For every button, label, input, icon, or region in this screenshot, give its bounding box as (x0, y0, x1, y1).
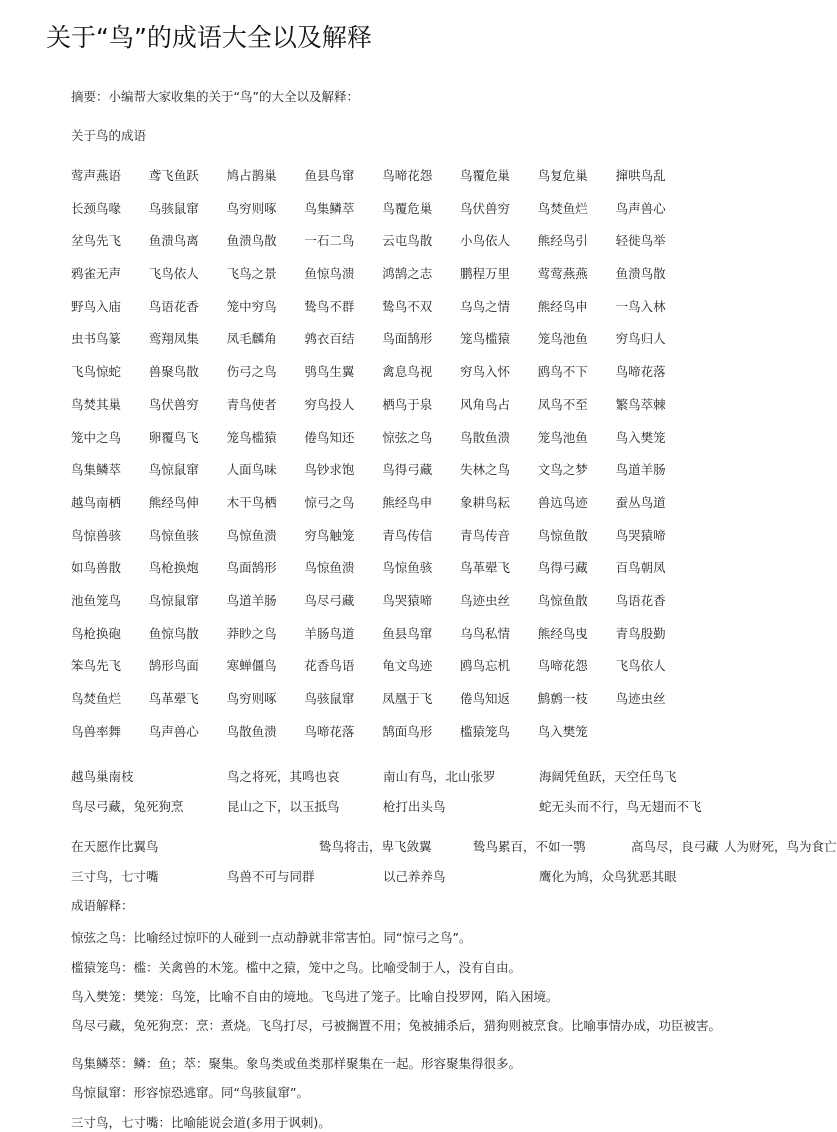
long-idiom-cell: 三寸鸟，七寸嘴 (71, 869, 159, 884)
idiom-cell: 鸿鹄之志 (382, 266, 433, 282)
idiom-cell: 鸟伏兽穷 (148, 396, 199, 412)
idiom-cell: 鸟面鹄形 (226, 560, 277, 576)
long-idiom-row (71, 797, 771, 815)
long-idiom-cell: 鸟兽不可与同群 (227, 869, 315, 884)
long-idiom-cell: 高鸟尽，良弓藏 (631, 839, 719, 854)
idiom-cell: 鱼溃鸟离 (148, 233, 199, 249)
long-idiom-cell: 鸷鸟将击，卑飞敛翼 (319, 839, 432, 854)
summary-text: 摘要：小编帮大家收集的关于“鸟”的大全以及解释： (71, 89, 359, 104)
idiom-cell: 池鱼笼鸟 (71, 592, 122, 608)
idiom-cell: 鸟焚鱼烂 (537, 200, 588, 216)
idiom-cell: 鸟语花香 (148, 298, 199, 314)
idiom-cell: 繁鸟萃棘 (615, 396, 666, 412)
idiom-cell: 云屯鸟散 (382, 233, 433, 249)
idiom-cell: 鸟覆危巢 (459, 168, 510, 183)
idiom-cell: 飞鸟依人 (615, 658, 666, 674)
idiom-cell: 鸟入樊笼 (615, 429, 666, 445)
idiom-cell: 鸟惊鱼散 (537, 592, 588, 608)
idiom-cell: 鱼惊鸟散 (148, 625, 199, 641)
idiom-cell: 青鸟传信 (382, 527, 433, 543)
idiom-cell: 熊经鸟引 (537, 233, 588, 249)
idiom-cell: 兽聚鸟散 (148, 364, 199, 380)
idiom-cell: 虫书鸟篆 (71, 331, 122, 347)
idiom-cell: 越鸟南栖 (71, 494, 122, 510)
long-idiom-row (71, 867, 771, 885)
long-idiom-cell: 越鸟巢南枝 (71, 769, 134, 784)
idiom-cell: 栖鸟于泉 (382, 396, 433, 412)
idiom-cell: 飞鸟依人 (148, 266, 199, 282)
idiom-cell: 鸟焚其巢 (71, 396, 122, 412)
idiom-cell: 鱼溃鸟散 (226, 233, 277, 249)
idiom-cell: 鸟惊鱼溃 (226, 527, 277, 543)
section-heading: 关于鸟的成语 (71, 128, 147, 143)
long-idiom-cell: 人为财死，鸟为食亡 (724, 839, 837, 854)
idiom-cell: 鸟迹虫丝 (615, 691, 666, 706)
idiom-cell: 青鸟殷勤 (615, 625, 666, 641)
idiom-cell: 百鸟朝凤 (615, 560, 666, 576)
idiom-row (71, 656, 693, 689)
idiom-cell: 穷鸟入怀 (459, 364, 510, 380)
idiom-row (71, 428, 693, 461)
long-idiom-row (71, 837, 837, 855)
idiom-row (71, 199, 693, 232)
idiom-cell: 熊经鸟申 (537, 298, 588, 314)
long-idiom-cell: 鸷鸟累百，不如一鹗 (473, 839, 586, 854)
idiom-grid (71, 166, 693, 754)
idiom-cell: 熊经鸟伸 (148, 494, 199, 510)
idiom-cell: 鸥鸟不下 (537, 364, 588, 380)
idiom-cell: 一鸟入林 (615, 298, 666, 314)
idiom-cell: 鸥鸟忘机 (459, 658, 510, 674)
idiom-cell: 惊弦之鸟 (382, 429, 433, 445)
idiom-cell: 鸟惊鱼骇 (148, 527, 199, 543)
idiom-cell: 鸟得弓藏 (537, 560, 588, 576)
idiom-cell: 乌鸟私情 (459, 625, 510, 641)
idiom-row (71, 689, 693, 722)
idiom-cell: 寒蝉僵鸟 (226, 658, 277, 674)
idiom-cell: 槛猿笼鸟 (459, 723, 510, 739)
idiom-cell: 鸟惊鱼骇 (382, 560, 433, 576)
long-idiom-cell: 鸟尽弓藏，兔死狗烹 (71, 799, 184, 814)
explanation-item: 鸟集鳞萃：鳞：鱼；萃：聚集。象鸟类或鱼类那样聚集在一起。形容聚集得很多。 (71, 1056, 522, 1071)
idiom-cell: 鸾翔凤集 (148, 331, 199, 347)
idiom-cell: 人面鸟味 (226, 462, 277, 478)
idiom-cell: 鸠占鹊巢 (226, 168, 277, 183)
idiom-cell: 鸟入樊笼 (537, 723, 588, 739)
idiom-cell: 鸟哭猿啼 (615, 527, 666, 543)
idiom-row (71, 558, 693, 591)
idiom-cell: 花香鸟语 (304, 658, 355, 674)
idiom-cell: 鸟啼花怨 (382, 168, 433, 183)
idiom-cell: 笼鸟槛猿 (459, 331, 510, 347)
idiom-row (71, 297, 693, 330)
idiom-row (71, 624, 693, 657)
idiom-cell: 失林之鸟 (459, 462, 510, 478)
idiom-row (71, 329, 693, 362)
idiom-cell: 兽迒鸟迹 (537, 494, 588, 510)
idiom-cell: 鸟得弓藏 (382, 462, 433, 478)
idiom-cell: 鸟枪换炮 (148, 560, 199, 576)
idiom-cell: 鸟复危巢 (537, 168, 588, 183)
idiom-cell: 龟文鸟迹 (382, 658, 433, 674)
idiom-cell: 鸮鸟生翼 (304, 364, 355, 380)
idiom-cell: 鸦雀无声 (71, 266, 122, 282)
idiom-cell: 倦鸟知还 (304, 429, 355, 445)
long-idiom-cell: 枪打出头鸟 (383, 799, 446, 814)
explanation-item: 鸟入樊笼：樊笼：鸟笼，比喻不自由的境地。飞鸟进了笼子。比喻自投罗网，陷入困境。 (71, 989, 559, 1004)
idiom-cell: 如鸟兽散 (71, 560, 122, 576)
idiom-cell: 羊肠鸟道 (304, 625, 355, 641)
idiom-row (71, 722, 693, 755)
idiom-cell: 鸟覆危巢 (382, 200, 433, 216)
idiom-cell: 鸟穷则啄 (226, 691, 277, 706)
idiom-cell: 卵覆鸟飞 (148, 429, 199, 445)
idiom-cell: 鹄面鸟形 (382, 723, 433, 739)
idiom-cell: 鹏程万里 (459, 266, 510, 282)
idiom-cell: 鸟穷则啄 (226, 200, 277, 216)
idiom-cell: 伤弓之鸟 (226, 364, 277, 380)
idiom-row (71, 460, 693, 493)
idiom-cell: 鸟声兽心 (615, 200, 666, 216)
idiom-cell: 笼中之鸟 (71, 429, 122, 445)
idiom-cell: 鸟集鳞萃 (304, 200, 355, 216)
idiom-cell: 一石二鸟 (304, 233, 355, 249)
idiom-cell: 凤毛麟角 (226, 331, 277, 347)
idiom-cell: 鸟骇鼠窜 (148, 200, 199, 216)
idiom-cell: 鸟革翚飞 (459, 560, 510, 576)
long-idiom-cell: 海阔凭鱼跃，天空任鸟飞 (539, 769, 677, 784)
idiom-cell: 象耕鸟耘 (459, 494, 510, 510)
idiom-cell: 鸟道羊肠 (226, 592, 277, 608)
idiom-cell: 倦鸟知返 (459, 691, 510, 706)
idiom-cell: 风角鸟占 (459, 396, 510, 412)
idiom-row (71, 362, 693, 395)
idiom-cell: 鱼惊鸟溃 (304, 266, 355, 282)
idiom-cell: 禽息鸟视 (382, 364, 433, 380)
idiom-cell: 鸟惊兽骇 (71, 527, 122, 543)
idiom-cell: 鸟惊鱼溃 (304, 560, 355, 576)
idiom-cell: 惊弓之鸟 (304, 494, 355, 510)
explain-heading: 成语解释： (71, 898, 134, 913)
explanation-item: 三寸鸟，七寸嘴：比喻能说会道(多用于讽刺)。 (71, 1115, 331, 1130)
long-idiom-cell: 昆山之下，以玉抵鸟 (227, 799, 340, 814)
idiom-cell: 飞鸟之景 (226, 266, 277, 282)
idiom-cell: 坌鸟先飞 (71, 233, 122, 249)
idiom-cell: 鱼县鸟窜 (304, 168, 355, 183)
idiom-cell: 长颈鸟喙 (71, 200, 122, 216)
idiom-cell: 飞鸟惊蛇 (71, 364, 122, 380)
idiom-cell: 鸟兽率舞 (71, 723, 122, 739)
idiom-cell: 鸟散鱼溃 (459, 429, 510, 445)
idiom-cell: 笼鸟槛猿 (226, 429, 277, 445)
idiom-cell: 野鸟入庙 (71, 298, 122, 314)
idiom-cell: 熊经鸟申 (382, 494, 433, 510)
idiom-cell: 青鸟传音 (459, 527, 510, 543)
idiom-cell: 穷鸟投人 (304, 396, 355, 412)
idiom-row (71, 231, 693, 264)
idiom-cell: 鸟语花香 (615, 592, 666, 608)
explanation-item: 鸟尽弓藏，兔死狗烹：烹：煮烧。飞鸟打尽，弓被搁置不用；兔被捕杀后，猎狗则被烹食。比喻事情办成，功臣被害。 (71, 1018, 722, 1033)
idiom-cell: 轻徙鸟举 (615, 233, 666, 249)
idiom-cell: 鸟啼花怨 (537, 658, 588, 674)
idiom-cell: 鸟散鱼溃 (226, 723, 277, 739)
idiom-cell: 鹄形鸟面 (148, 658, 199, 674)
idiom-cell: 青鸟使者 (226, 396, 277, 412)
idiom-row (71, 395, 693, 428)
idiom-cell: 鸟惊鼠窜 (148, 462, 199, 478)
idiom-row (71, 591, 693, 624)
explanation-item: 鸟惊鼠窜：形容惊恐逃窜。同“鸟骇鼠窜”。 (71, 1085, 309, 1100)
idiom-cell: 鸟声兽心 (148, 723, 199, 739)
explanation-item: 惊弦之鸟：比喻经过惊吓的人碰到一点动静就非常害怕。同“惊弓之鸟”。 (71, 930, 472, 945)
idiom-cell: 鸟焚鱼烂 (71, 691, 122, 706)
idiom-cell: 木干鸟栖 (226, 494, 277, 510)
idiom-cell: 鸟伏兽穷 (459, 200, 510, 216)
idiom-cell: 凤凰于飞 (382, 691, 433, 706)
idiom-cell: 文鸟之梦 (537, 462, 588, 478)
idiom-cell: 鸟钞求饱 (304, 462, 355, 478)
idiom-row (71, 264, 693, 297)
long-idiom-row (71, 767, 771, 785)
idiom-cell: 鸟革翚飞 (148, 691, 199, 706)
idiom-cell: 鹑衣百结 (304, 331, 355, 347)
long-idiom-cell: 在天愿作比翼鸟 (71, 839, 159, 854)
idiom-cell: 莺声燕语 (71, 168, 122, 183)
idiom-cell: 小鸟依人 (459, 233, 510, 249)
idiom-row (71, 166, 693, 199)
idiom-cell: 笨鸟先飞 (71, 658, 122, 674)
idiom-cell: 熊经鸟曳 (537, 625, 588, 641)
idiom-row (71, 493, 693, 526)
long-idiom-cell: 鸟之将死，其鸣也哀 (227, 769, 340, 784)
idiom-cell: 鸢飞鱼跃 (148, 168, 199, 183)
idiom-cell: 鸟惊鱼散 (537, 527, 588, 543)
idiom-cell: 鸟面鹄形 (382, 331, 433, 347)
idiom-cell: 鸟集鳞萃 (71, 462, 122, 478)
idiom-cell: 鸷鸟不双 (382, 298, 433, 314)
idiom-cell: 蚕丛鸟道 (615, 494, 666, 510)
explanation-item: 槛猿笼鸟：槛：关禽兽的木笼。槛中之猿，笼中之鸟。比喻受制于人，没有自由。 (71, 960, 522, 975)
long-idiom-cell: 鹰化为鸠，众鸟犹恶其眼 (539, 869, 677, 884)
idiom-cell: 鸟尽弓藏 (304, 592, 355, 608)
idiom-cell: 鸟骇鼠窜 (304, 691, 355, 706)
idiom-cell: 鸟惊鼠窜 (148, 592, 199, 608)
idiom-cell: 鸟啼花落 (304, 723, 355, 739)
idiom-cell: 穷鸟触笼 (304, 527, 355, 543)
idiom-row (71, 526, 693, 559)
long-idiom-cell: 以己养养鸟 (383, 869, 446, 884)
idiom-cell: 鱼溃鸟散 (615, 266, 666, 282)
idiom-cell: 笼鸟池鱼 (537, 429, 588, 445)
long-idiom-cell: 南山有鸟，北山张罗 (383, 769, 496, 784)
long-idiom-cell: 蛇无头而不行，鸟无翅而不飞 (539, 799, 702, 814)
idiom-cell: 鸷鸟不群 (304, 298, 355, 314)
idiom-cell: 鸟迹虫丝 (459, 592, 510, 608)
idiom-cell: 鸟哭猿啼 (382, 592, 433, 608)
idiom-cell: 鹪鹩一枝 (537, 691, 588, 706)
idiom-cell: 鱼县鸟窜 (382, 625, 433, 641)
page-title: 关于“鸟”的成语大全以及解释 (46, 23, 372, 52)
idiom-cell: 鸟啼花落 (615, 364, 666, 380)
idiom-cell: 撺哄鸟乱 (615, 168, 666, 183)
idiom-cell: 笼鸟池鱼 (537, 331, 588, 347)
idiom-cell: 凤鸟不至 (537, 396, 588, 412)
idiom-cell: 莽眇之鸟 (226, 625, 277, 641)
idiom-cell: 莺莺燕燕 (537, 266, 588, 282)
idiom-cell: 乌鸟之情 (459, 298, 510, 314)
idiom-cell: 穷鸟归人 (615, 331, 666, 347)
idiom-cell: 鸟枪换砲 (71, 625, 122, 641)
idiom-cell: 笼中穷鸟 (226, 298, 277, 314)
idiom-cell: 鸟道羊肠 (615, 462, 666, 478)
